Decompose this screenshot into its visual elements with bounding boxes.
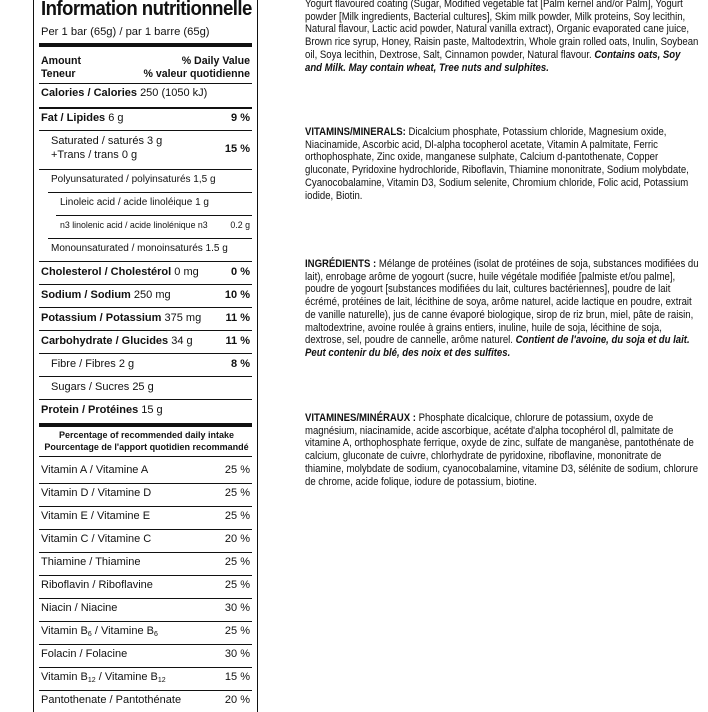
allergen-statement-fr: Contient de l'avoine, du soja et du lait. Peut contenir du blé, des noix et des sulfites. [305,334,690,359]
linolenic-row: n3 linolenic acid / acide linolénique n3 0.2 g [60,220,250,230]
vitamin-a-row: Vitamin A / Vitamine A 25 % [41,464,250,476]
pct-intake-header-fr: Pourcentage de l'apport quotidien recommandé [44,442,249,452]
vitamins-minerals-heading-fr: VITAMINES/MINÉRAUX : [305,412,416,424]
vitamins-minerals-text-fr: Phosphate dicalcique, chlorure de potassium, oxyde de magnésium, niacinamide, acide ascorbique, acétate d'alpha tocophérol dl, palmitate de vitamine A, orthophosphate ferrique, oxyde de zinc, sulfate de manganèse, pantothénate de calcium, gluconate de cuivre, chlorhydrate de pyridoxine, riboflavine, mononitrate de thiamine, molybdate de sodium, cyanocobalamine, vitamine D3, sélénite de sodium, chlorure de chrome, acide folique, iodure de potassium, biotine. [305,412,699,488]
pct-intake-header-en: Percentage of recommended daily intake [58,430,235,440]
amount-header-en: Amount % Daily Value [41,55,250,67]
calories-row: Calories / Calories 250 (1050 kJ) [41,87,208,99]
divider [39,456,252,457]
vitamins-minerals-text-en: Dicalcium phosphate, Potassium chloride, Magnesium oxide, Niacinamide, Ascorbic acid, Dl-alpha tocopherol acetate, Vitamin A palmitate, Ferric orthophosphate, Zinc oxide, manganese sulphate, Calcium d-pantothenate, Copper gluconate, Pyridoxine hydrochloride, Riboflavin, Thiamine mononitrate, Sodium molybdate, Cyanocobalamine, Vitamin D3, Sodium selenite, Chromium chloride, Folic acid, Potassium iodide, Biotin. [305,126,689,202]
serving-size: Per 1 bar (65g) / par 1 barre (65g) [41,26,210,38]
allergen-statement-en: Contains oats, Soy and Milk. May contain wheat, Tree nuts and sulphites. [305,48,681,74]
ingredients-text-fr: Mélange de protéines (isolat de protéines de soja, substances modifiées du lait), enrobage arôme de yogourt (sucre, huile végétale modifiée [palmiste et/ou palme], poudre de yogourt [substances modifiées du lait, cultures bactériennes], poudre de lait écrémé, protéines de lait, lécithine de soya, arôme naturel, acide lactique en poudre, extrait de vanille naturelle), jus de canne évaporé biologique, sirop de riz brun, miel, pâte de raisin, maltodextrine, avoine roulée à grains entiers, inuline, huile de soja, lécithine de soja, dextrose, sel, poudre de cannelle, arôme naturel. [305,258,699,347]
nutrition-facts-panel [33,0,258,712]
protein-row: Protein / Protéines 15 g [41,404,163,416]
vitamins-minerals-heading-en: VITAMINS/MINERALS: [305,126,406,138]
sodium-row: Sodium / Sodium 250 mg 10 % [41,289,250,301]
riboflavin-row: Riboflavin / Riboflavine 25 % [41,579,250,591]
ingredients-en-text: Yogurt flavoured coating (Sugar, Modified vegetable fat [Palm kernel and/or Palm], Yogurt powder [Milk ingredients, Bacterial cultures], Skim milk powder, Milk proteins, Soy lecithin, Natural flavour, Lactic acid powder, Natural vanilla extract), Organic evaporated cane juice, Brown rice syrup, Honey, Raisin paste, Maltodextrin, Whole grain rolled oats, Inulin, Soybean oil, Soya lecithin, Dextrose, Salt, Cinnamon powder, Natural flavour. Contains oats, Soy and Milk. May contain wheat, Tree nuts and sulphites. [305,0,699,74]
vitamin-c-row: Vitamin C / Vitamine C 20 % [41,533,250,545]
saturated-row: Saturated / saturés 3 g +Trans / trans 0 g 15 % [51,135,250,161]
fat-row: Fat / Lipides 6 g 9 % [41,112,250,124]
divider [39,43,252,47]
thiamine-row: Thiamine / Thiamine 25 % [41,556,250,568]
ingredients-fr [305,258,699,360]
vitamin-d-row: Vitamin D / Vitamine D 25 % [41,487,250,499]
potassium-row: Potassium / Potassium 375 mg 11 % [41,312,250,324]
ingredients-heading-fr: INGRÉDIENTS : [305,258,377,270]
divider [39,423,252,427]
linoleic-row: Linoleic acid / acide linoléique 1 g [60,197,209,208]
monounsaturated-row: Monounsaturated / monoinsaturés 1.5 g [51,243,228,254]
niacin-row: Niacin / Niacine 30 % [41,602,250,614]
vitamins-minerals-fr [305,412,699,488]
vitamin-e-row: Vitamin E / Vitamine E 25 % [41,510,250,522]
carbohydrate-row: Carbohydrate / Glucides 34 g 11 % [41,335,250,347]
vitamin-b12-row: Vitamin $B_{12}$ / Vitamine $B_{12}$ 15 % [41,671,250,684]
polyunsaturated-row: Polyunsaturated / polyinsaturés 1,5 g [51,174,216,185]
fibre-row: Fibre / Fibres 2 g 8 % [51,358,250,370]
pantothenate-row: Pantothenate / Pantothénate 20 % [41,694,250,706]
nutrition-title: Information nutritionnelle [41,0,252,20]
sugars-row: Sugars / Sucres 25 g [51,381,154,393]
ingredients-en [305,0,699,74]
vitamin-b6-row: Vitamin $B_6$ / Vitamine $B_6$ 25 % [41,625,250,638]
vitamins-minerals-en [305,126,689,202]
amount-header-fr: Teneur % valeur quotidienne [41,68,250,80]
cholesterol-row: Cholesterol / Cholestérol 0 mg 0 % [41,266,250,278]
folacin-row: Folacin / Folacine 30 % [41,648,250,660]
